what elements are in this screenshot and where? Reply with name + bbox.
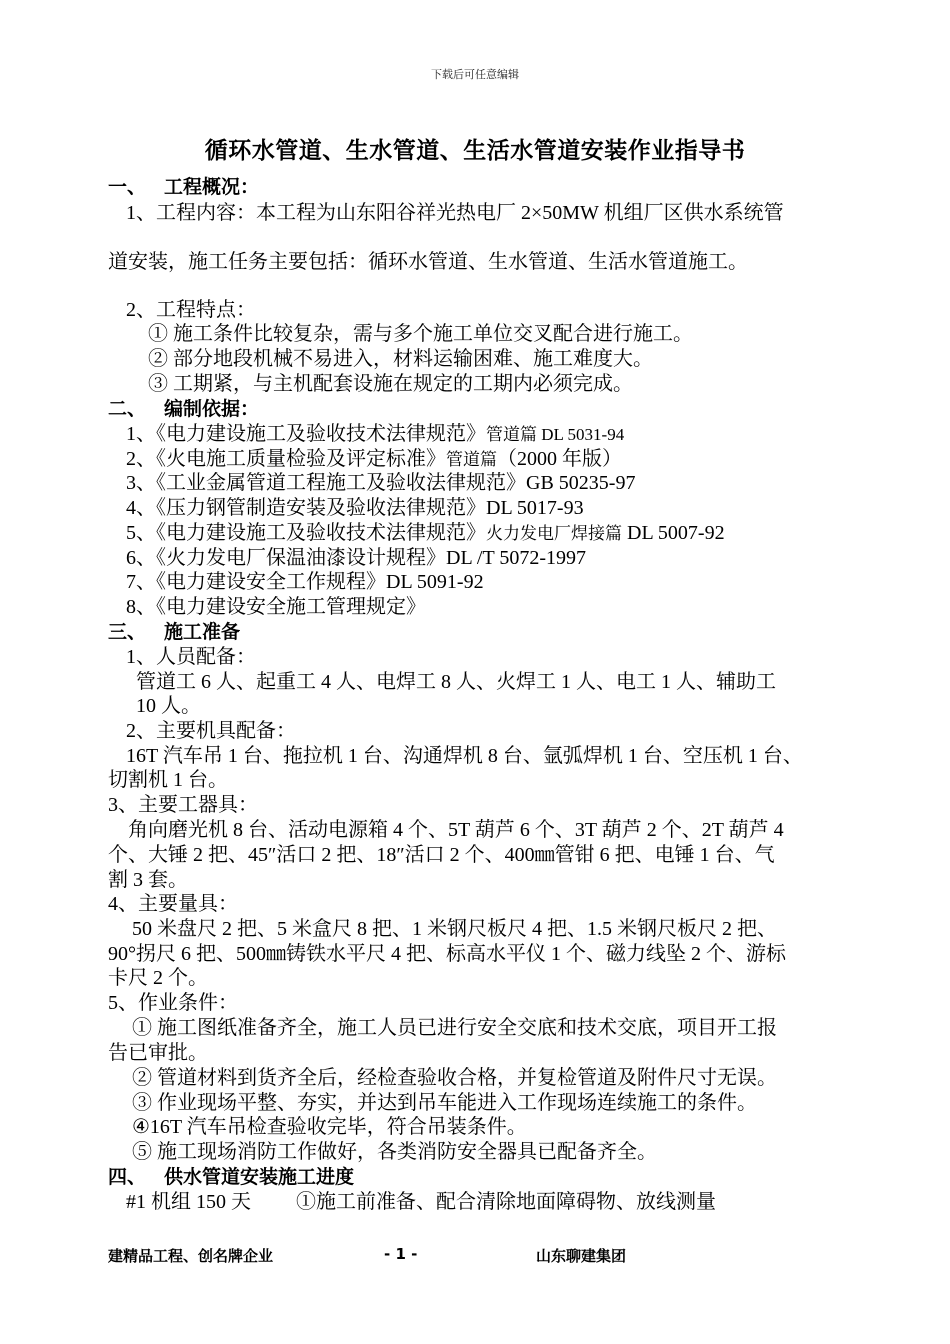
section-3-heading — [108, 620, 240, 644]
paragraph: 卡尺 2 个。 — [108, 967, 208, 989]
list-item: ① 施工图纸准备齐全，施工人员已进行安全交底和技术交底，项目开工报 — [132, 1017, 777, 1039]
list-item: ④16T 汽车吊检查验收完毕，符合吊装条件。 — [132, 1116, 527, 1138]
section-label: 施工准备 — [164, 621, 241, 643]
footer-slogan: 建精品工程、创名牌企业 — [108, 1247, 274, 1265]
reference-code: 管道篇 DL 5031-94 — [486, 425, 625, 444]
section-label: 供水管道安装施工进度 — [164, 1166, 355, 1188]
paragraph: 道安装，施工任务主要包括：循环水管道、生水管道、生活水管道施工。 — [108, 251, 748, 273]
list-item: ② 部分地段机械不易进入，材料运输困难、施工难度大。 — [148, 348, 653, 370]
paragraph: 切割机 1 台。 — [108, 769, 228, 791]
list-item: ② 管道材料到货齐全后，经检查验收合格，并复检管道及附件尺寸无误。 — [132, 1067, 777, 1089]
section-number: 二、 — [108, 398, 147, 420]
list-item: ③ 工期紧，与主机配套设施在规定的工期内必须完成。 — [148, 373, 633, 395]
reference-item: 6、《火力发电厂保温油漆设计规程》DL /T 5072-1997 — [126, 547, 586, 569]
section-label: 编制依据： — [164, 398, 260, 420]
reference-item — [126, 422, 624, 447]
section-1-heading — [108, 175, 259, 199]
reference-number: DL 5007-92 — [622, 522, 725, 544]
schedule-task: ①施工前准备、配合清除地面障碍物、放线测量 — [296, 1191, 716, 1213]
reference-title: 2、《火电施工质量检验及评定标准》 — [126, 448, 446, 470]
reference-code: 火力发电厂焊接篇 — [486, 524, 622, 543]
paragraph: 16T 汽车吊 1 台、拖拉机 1 台、沟通焊机 8 台、氩弧焊机 1 台、空压机 1 台、 — [126, 745, 803, 767]
subheading: 2、主要机具配备： — [126, 720, 296, 742]
reference-item: 4、《压力钢管制造安装及验收法律规范》DL 5017-93 — [126, 497, 584, 519]
list-item: ③ 作业现场平整、夯实，并达到吊车能进入工作现场连续施工的条件。 — [132, 1092, 757, 1114]
paragraph: 1、工程内容：本工程为山东阳谷祥光热电厂 2×50MW 机组厂区供水系统管 — [126, 202, 784, 224]
reference-item — [126, 521, 725, 546]
section-label: 工程概况： — [164, 176, 260, 198]
reference-item: 3、《工业金属管道工程施工及验收法律规范》GB 50235-97 — [126, 472, 636, 494]
paragraph: 割 3 套。 — [108, 869, 188, 891]
section-number: 四、 — [108, 1166, 147, 1188]
reference-edition: （2000 年版） — [497, 448, 622, 470]
reference-title: 5、《电力建设施工及验收技术法律规范》 — [126, 522, 486, 544]
reference-title: 1、《电力建设施工及验收技术法律规范》 — [126, 423, 486, 445]
section-2-heading — [108, 397, 259, 421]
paragraph: 管道工 6 人、起重工 4 人、电焊工 8 人、火焊工 1 人、电工 1 人、辅助工 — [136, 671, 776, 693]
paragraph: 2、工程特点： — [126, 299, 256, 321]
section-number: 三、 — [108, 621, 147, 643]
subheading: 1、人员配备： — [126, 646, 256, 668]
schedule-unit: #1 机组 150 天 — [126, 1191, 251, 1213]
subheading: 4、主要量具： — [108, 893, 238, 915]
document-title: 循环水管道、生水管道、生活水管道安装作业指导书 — [204, 138, 746, 164]
page-number: - 1 - — [384, 1245, 418, 1263]
subheading: 3、主要工器具： — [108, 794, 258, 816]
reference-item: 8、《电力建设安全施工管理规定》 — [126, 596, 426, 618]
reference-item — [126, 447, 622, 472]
paragraph: 90°拐尺 6 把、500㎜铸铁水平尺 4 把、标高水平仪 1 个、磁力线坠 2 个、游标 — [108, 943, 786, 965]
section-number: 一、 — [108, 176, 147, 198]
paragraph: 50 米盘尺 2 把、5 米盒尺 8 把、1 米钢尺板尺 4 把、1.5 米钢尺板尺 2 把、 — [132, 918, 777, 940]
paragraph: 角向磨光机 8 台、活动电源箱 4 个、5T 葫芦 6 个、3T 葫芦 2 个、2T 葫芦 4 — [128, 819, 784, 841]
paragraph: 个、大锤 2 把、45″活口 2 把、18″活口 2 个、400㎜管钳 6 把、电锤 1 台、气 — [108, 844, 775, 866]
header-note: 下载后可任意编辑 — [431, 69, 519, 81]
paragraph: 10 人。 — [136, 695, 201, 717]
section-4-heading — [108, 1165, 354, 1189]
reference-item: 7、《电力建设安全工作规程》DL 5091-92 — [126, 571, 484, 593]
list-item: ⑤ 施工现场消防工作做好，各类消防安全器具已配备齐全。 — [132, 1141, 657, 1163]
footer-company: 山东聊建集团 — [536, 1247, 627, 1265]
list-item: 告已审批。 — [108, 1042, 208, 1064]
list-item: ① 施工条件比较复杂，需与多个施工单位交叉配合进行施工。 — [148, 323, 693, 345]
subheading: 5、作业条件： — [108, 992, 238, 1014]
reference-code: 管道篇 — [446, 450, 497, 469]
